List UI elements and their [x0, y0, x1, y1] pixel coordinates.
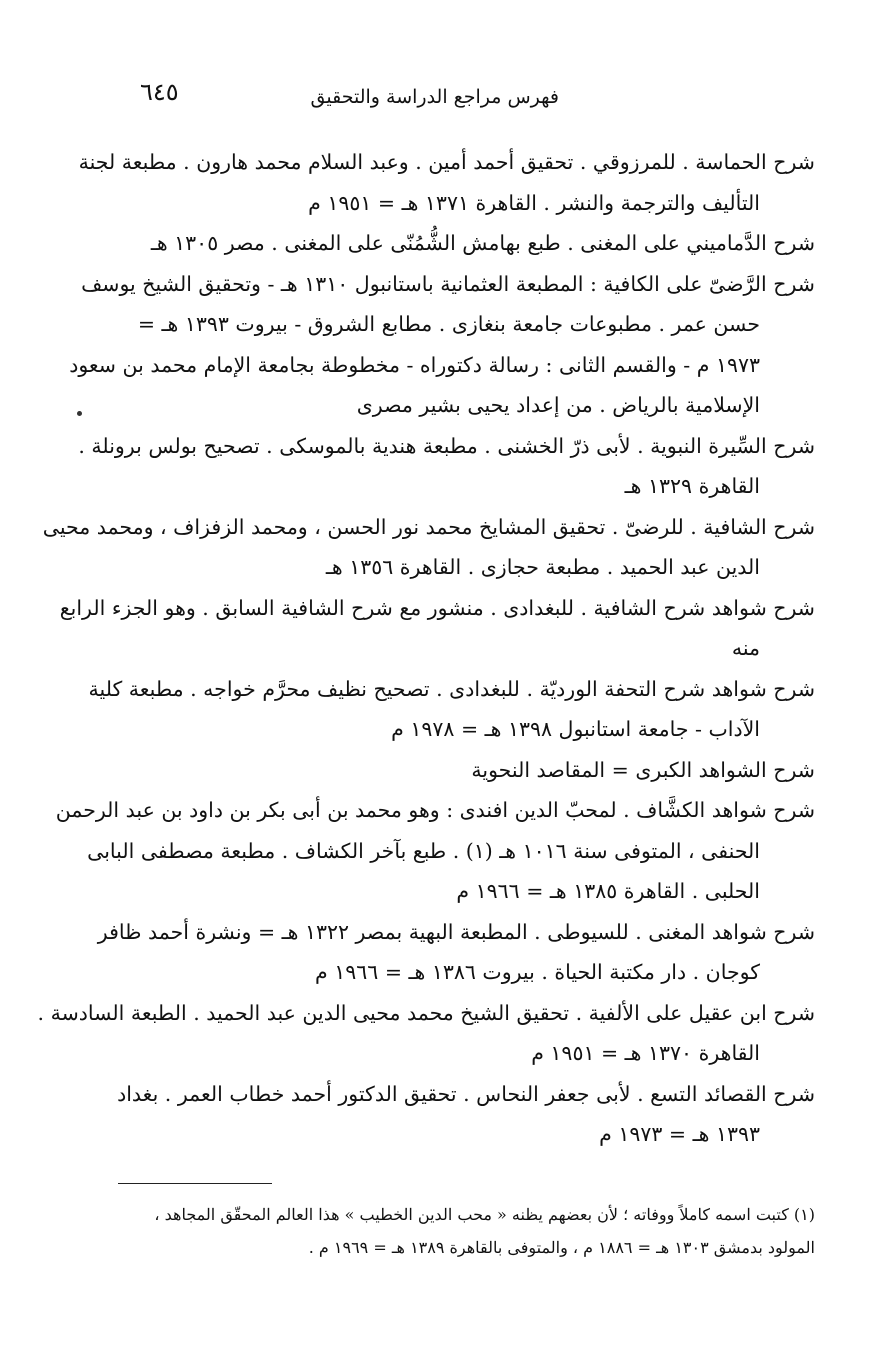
footnote-line: (١) كتبت اسمه كاملاً ووفاته ؛ لأن بعضهم يظنه « محب الدين الخطيب » هذا العالم المحقّق المجاهد ،	[154, 1205, 815, 1224]
entry-line: شرح شواهد شرح الشافية . للبغدادى . منشور مع شرح الشافية السابق . وهو الجزء الرابع	[59, 595, 815, 620]
bibliography-entry	[110, 750, 815, 791]
bibliography-entry	[78, 426, 815, 507]
entry-line: شرح شواهد المغنى . للسيوطى . المطبعة البهية بمصر ١٣٢٢ هـ = ونشرة أحمد ظافر	[97, 919, 815, 944]
entry-line: شرح الدَّماميني على المغنى . طبع بهامش الشُّمُنّى على المغنى . مصر ١٣٠٥ هـ	[150, 231, 815, 255]
margin-dot	[77, 411, 82, 416]
footnote-separator	[118, 1183, 272, 1184]
entry-line: شرح الحماسة . للمرزوقي . تحقيق أحمد أمين . وعبد السلام محمد هارون . مطبعة لجنة	[78, 150, 815, 174]
entry-line: حسن عمر . مطبوعات جامعة بنغازى . مطابع الشروق - بيروت ١٣٩٣ هـ =	[137, 312, 760, 336]
entry-line: الحلبى . القاهرة ١٣٨٥ هـ = ١٩٦٦ م	[456, 879, 760, 903]
entry-line: القاهرة ١٣٧٠ هـ = ١٩٥١ م	[531, 1041, 760, 1065]
entry-line: شرح الشافية . للرضىّ . تحقيق المشايخ محمد نور الحسن ، ومحمد الزفزاف ، ومحمد محيى	[42, 514, 815, 539]
page-header	[110, 78, 809, 118]
entry-line: الآداب - جامعة استانبول ١٣٩٨ هـ = ١٩٧٨ م	[391, 717, 760, 741]
entry-line: شرح السِّيرة النبوية . لأبى ذرّ الخشنى . مطبعة هندية بالموسكى . تصحيح بولس برونلة .	[78, 433, 815, 458]
bibliography-entry	[55, 790, 815, 912]
bibliography-entry	[69, 264, 815, 426]
entry-line: شرح ابن عقيل على الألفية . تحقيق الشيخ محمد محيى الدين عبد الحميد . الطبعة السادسة .	[37, 1000, 815, 1025]
entry-line: شرح شواهد شرح التحفة الورديّة . للبغدادى . تصحيح نظيف محرَّم خواجه . مطبعة كلية	[88, 676, 815, 701]
entry-line: ١٩٧٣ م - والقسم الثانى : رسالة دكتوراه - مخطوطة بجامعة الإمام محمد بن سعود	[69, 352, 760, 377]
entry-line: شرح الرَّضىّ على الكافية : المطبعة العثمانية باستانبول ١٣١٠ هـ - وتحقيق الشيخ يوسف	[81, 271, 815, 296]
entry-line: الإسلامية بالرياض . من إعداد يحيى بشير مصرى	[356, 393, 760, 417]
entry-line: شرح القصائد التسع . لأبى جعفر النحاس . تحقيق الدكتور أحمد خطاب العمر . بغداد	[117, 1081, 815, 1106]
bibliography-entry	[42, 507, 815, 588]
bibliography-entry	[110, 223, 815, 264]
page-number: ٦٤٥	[140, 78, 179, 106]
bibliography-entry	[110, 1074, 815, 1155]
bibliography-list	[37, 142, 815, 1155]
entry-line: ١٣٩٣ هـ = ١٩٧٣ م	[599, 1122, 760, 1146]
bibliography-entry	[59, 588, 815, 669]
bibliography-entry	[78, 142, 815, 223]
entry-line: الدين عبد الحميد . مطبعة حجازى . القاهرة ١٣٥٦ هـ	[325, 555, 760, 579]
footnote	[110, 1198, 815, 1264]
bibliography-entry	[37, 993, 815, 1074]
entry-line: القاهرة ١٣٢٩ هـ	[624, 474, 760, 498]
entry-line: شرح الشواهد الكبرى = المقاصد النحوية	[471, 757, 815, 782]
entry-line: الحنفى ، المتوفى سنة ١٠١٦ هـ (١) . طبع بآخر الكشاف . مطبعة مصطفى البابى	[87, 838, 760, 863]
footnote-line: المولود بدمشق ١٣٠٣ هـ = ١٨٨٦ م ، والمتوفى بالقاهرة ١٣٨٩ هـ = ١٩٦٩ م .	[308, 1238, 815, 1257]
entry-line: كوجان . دار مكتبة الحياة . بيروت ١٣٨٦ هـ = ١٩٦٦ م	[315, 960, 760, 984]
bibliography-entry	[97, 912, 815, 993]
entry-line: شرح شواهد الكشَّاف . لمحبّ الدين افندى : وهو محمد بن أبى بكر بن داود بن عبد الرحمن	[55, 798, 815, 822]
entry-line: منه	[731, 636, 760, 660]
page-title: فهرس مراجع الدراسة والتحقيق	[310, 86, 559, 108]
bibliography-entry	[88, 669, 815, 750]
entry-line: التأليف والترجمة والنشر . القاهرة ١٣٧١ هـ = ١٩٥١ م	[308, 190, 760, 215]
